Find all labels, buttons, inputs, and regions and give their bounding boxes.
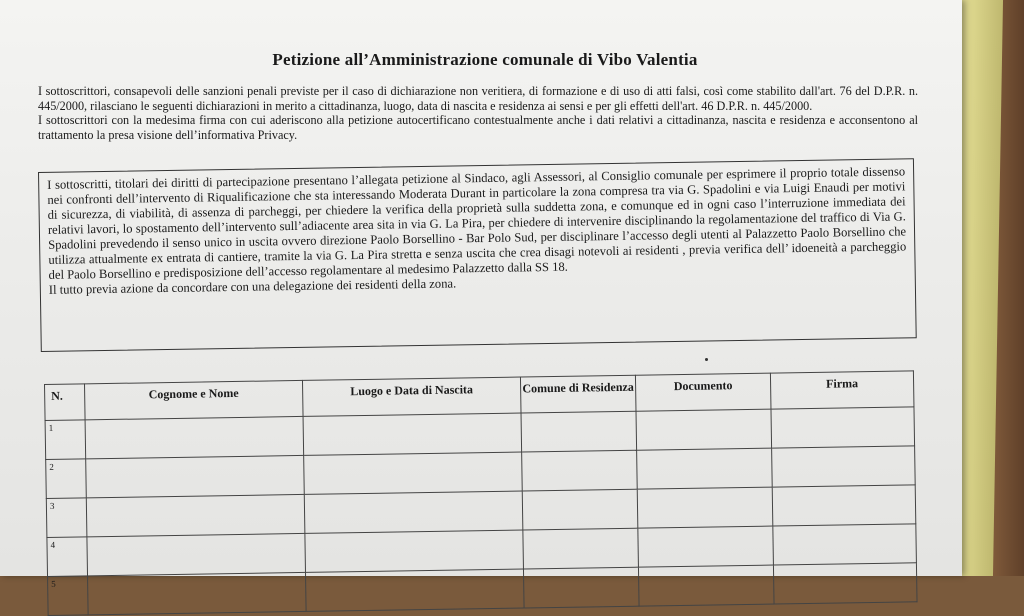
header-number: N. (45, 384, 86, 421)
intro-paragraphs (38, 84, 918, 142)
residence-cell[interactable] (523, 567, 639, 608)
birth-cell[interactable] (304, 491, 523, 533)
header-name: Cognome e Nome (85, 380, 304, 419)
row-number: 1 (45, 420, 86, 460)
residence-cell[interactable] (521, 411, 637, 452)
name-cell[interactable] (88, 572, 307, 614)
document-cell[interactable] (638, 526, 774, 567)
residence-cell[interactable] (522, 489, 638, 530)
name-cell[interactable] (85, 416, 304, 458)
header-signature: Firma (770, 371, 914, 409)
header-birth: Luogo e Data di Nascita (302, 377, 521, 416)
intro-paragraph-2: I sottoscrittori con la medesima firma con cui aderiscono alla petizione autocertificano contestualmente anche i dati relativi a cittadinanza, nascita e residenza e acconsentono al trattamento la presa visione dell’informativa Privacy. (38, 113, 918, 142)
row-number: 4 (47, 537, 88, 577)
document-cell[interactable] (638, 565, 774, 606)
birth-cell[interactable] (305, 569, 524, 611)
birth-cell[interactable] (305, 530, 524, 572)
signature-cell[interactable] (773, 563, 917, 604)
header-residence: Comune di Residenza (520, 375, 636, 413)
signature-table (44, 370, 918, 616)
signature-cell[interactable] (771, 407, 915, 448)
ink-dot (705, 358, 708, 361)
name-cell[interactable] (86, 455, 305, 497)
name-cell[interactable] (87, 533, 306, 575)
document-cell[interactable] (637, 448, 773, 489)
residence-cell[interactable] (522, 450, 638, 491)
intro-paragraph-1: I sottoscrittori, consapevoli delle sanzioni penali previste per il caso di dichiarazione non veritiera, di formazione e di uso di atti falsi, così come stabilito dall'art. 76 del D.P.R. n. 445/2000, rilasciano le seguenti dichiarazioni in merito a cittadinanza, luogo, data di nascita e residenza ai sensi e per gli effetti dell'art. 46 D.P.R. n. 445/2000. (38, 84, 918, 113)
document-cell[interactable] (637, 487, 773, 528)
signature-cell[interactable] (772, 446, 916, 487)
birth-cell[interactable] (304, 452, 523, 494)
birth-cell[interactable] (303, 413, 522, 455)
signature-cell[interactable] (772, 485, 916, 526)
petition-text-box (38, 158, 917, 352)
name-cell[interactable] (86, 494, 305, 536)
row-number: 5 (48, 576, 89, 616)
petition-closing: Il tutto previa azione da concordare con una delegazione dei residenti della zona. (48, 276, 457, 297)
document-title: Petizione all’Amministrazione comunale di Vibo Valentia (272, 50, 698, 69)
signature-cell[interactable] (773, 524, 917, 565)
header-document: Documento (635, 373, 771, 411)
residence-cell[interactable] (523, 528, 639, 569)
row-number: 3 (46, 498, 87, 538)
row-number: 2 (46, 459, 87, 499)
document-cell[interactable] (636, 409, 772, 450)
petition-body: I sottoscritti, titolari dei diritti di partecipazione presentano l’allegata petizione al Sindaco, agli Assessori, al Consiglio comunale per esprimere il proprio totale dissenso nei confronti dell’intervento di Riqualificazione che sta interessando Moderata Durant in particolare la zona compresa tra via G. Spadolini e via Luigi Enaudi per motivi di sicurezza, di viabilità, di assenza di parcheggi, per chiedere la verifica della proprietà sulla suddetta zona, e comunque ed in ogni caso l’interruzione immediata dei relativi lavori, lo spostamento dell’intervento sull’adiacente area sita in via G. La Pira, per chiedere di intervenire disciplinando la regolamentazione del traffico di Via G. Spadolini prevedendo il senso unico in uscita ovvero direzione Paolo Borsellino - Bar Polo Sud, per disciplinare l’accesso degli utenti al Palazzetto Paolo Borsellino che utilizza attualmente ex entrata di cantiere, tramite la via G. La Pira stretta e senza uscita che crea disagi notevoli ai residenti , previa verifica dell’ idoeneità a parcheggio del Paolo Borsellino e predisposizione dell’accesso regolamentare al medesimo Palazzetto dalla SS 18. (47, 164, 907, 282)
